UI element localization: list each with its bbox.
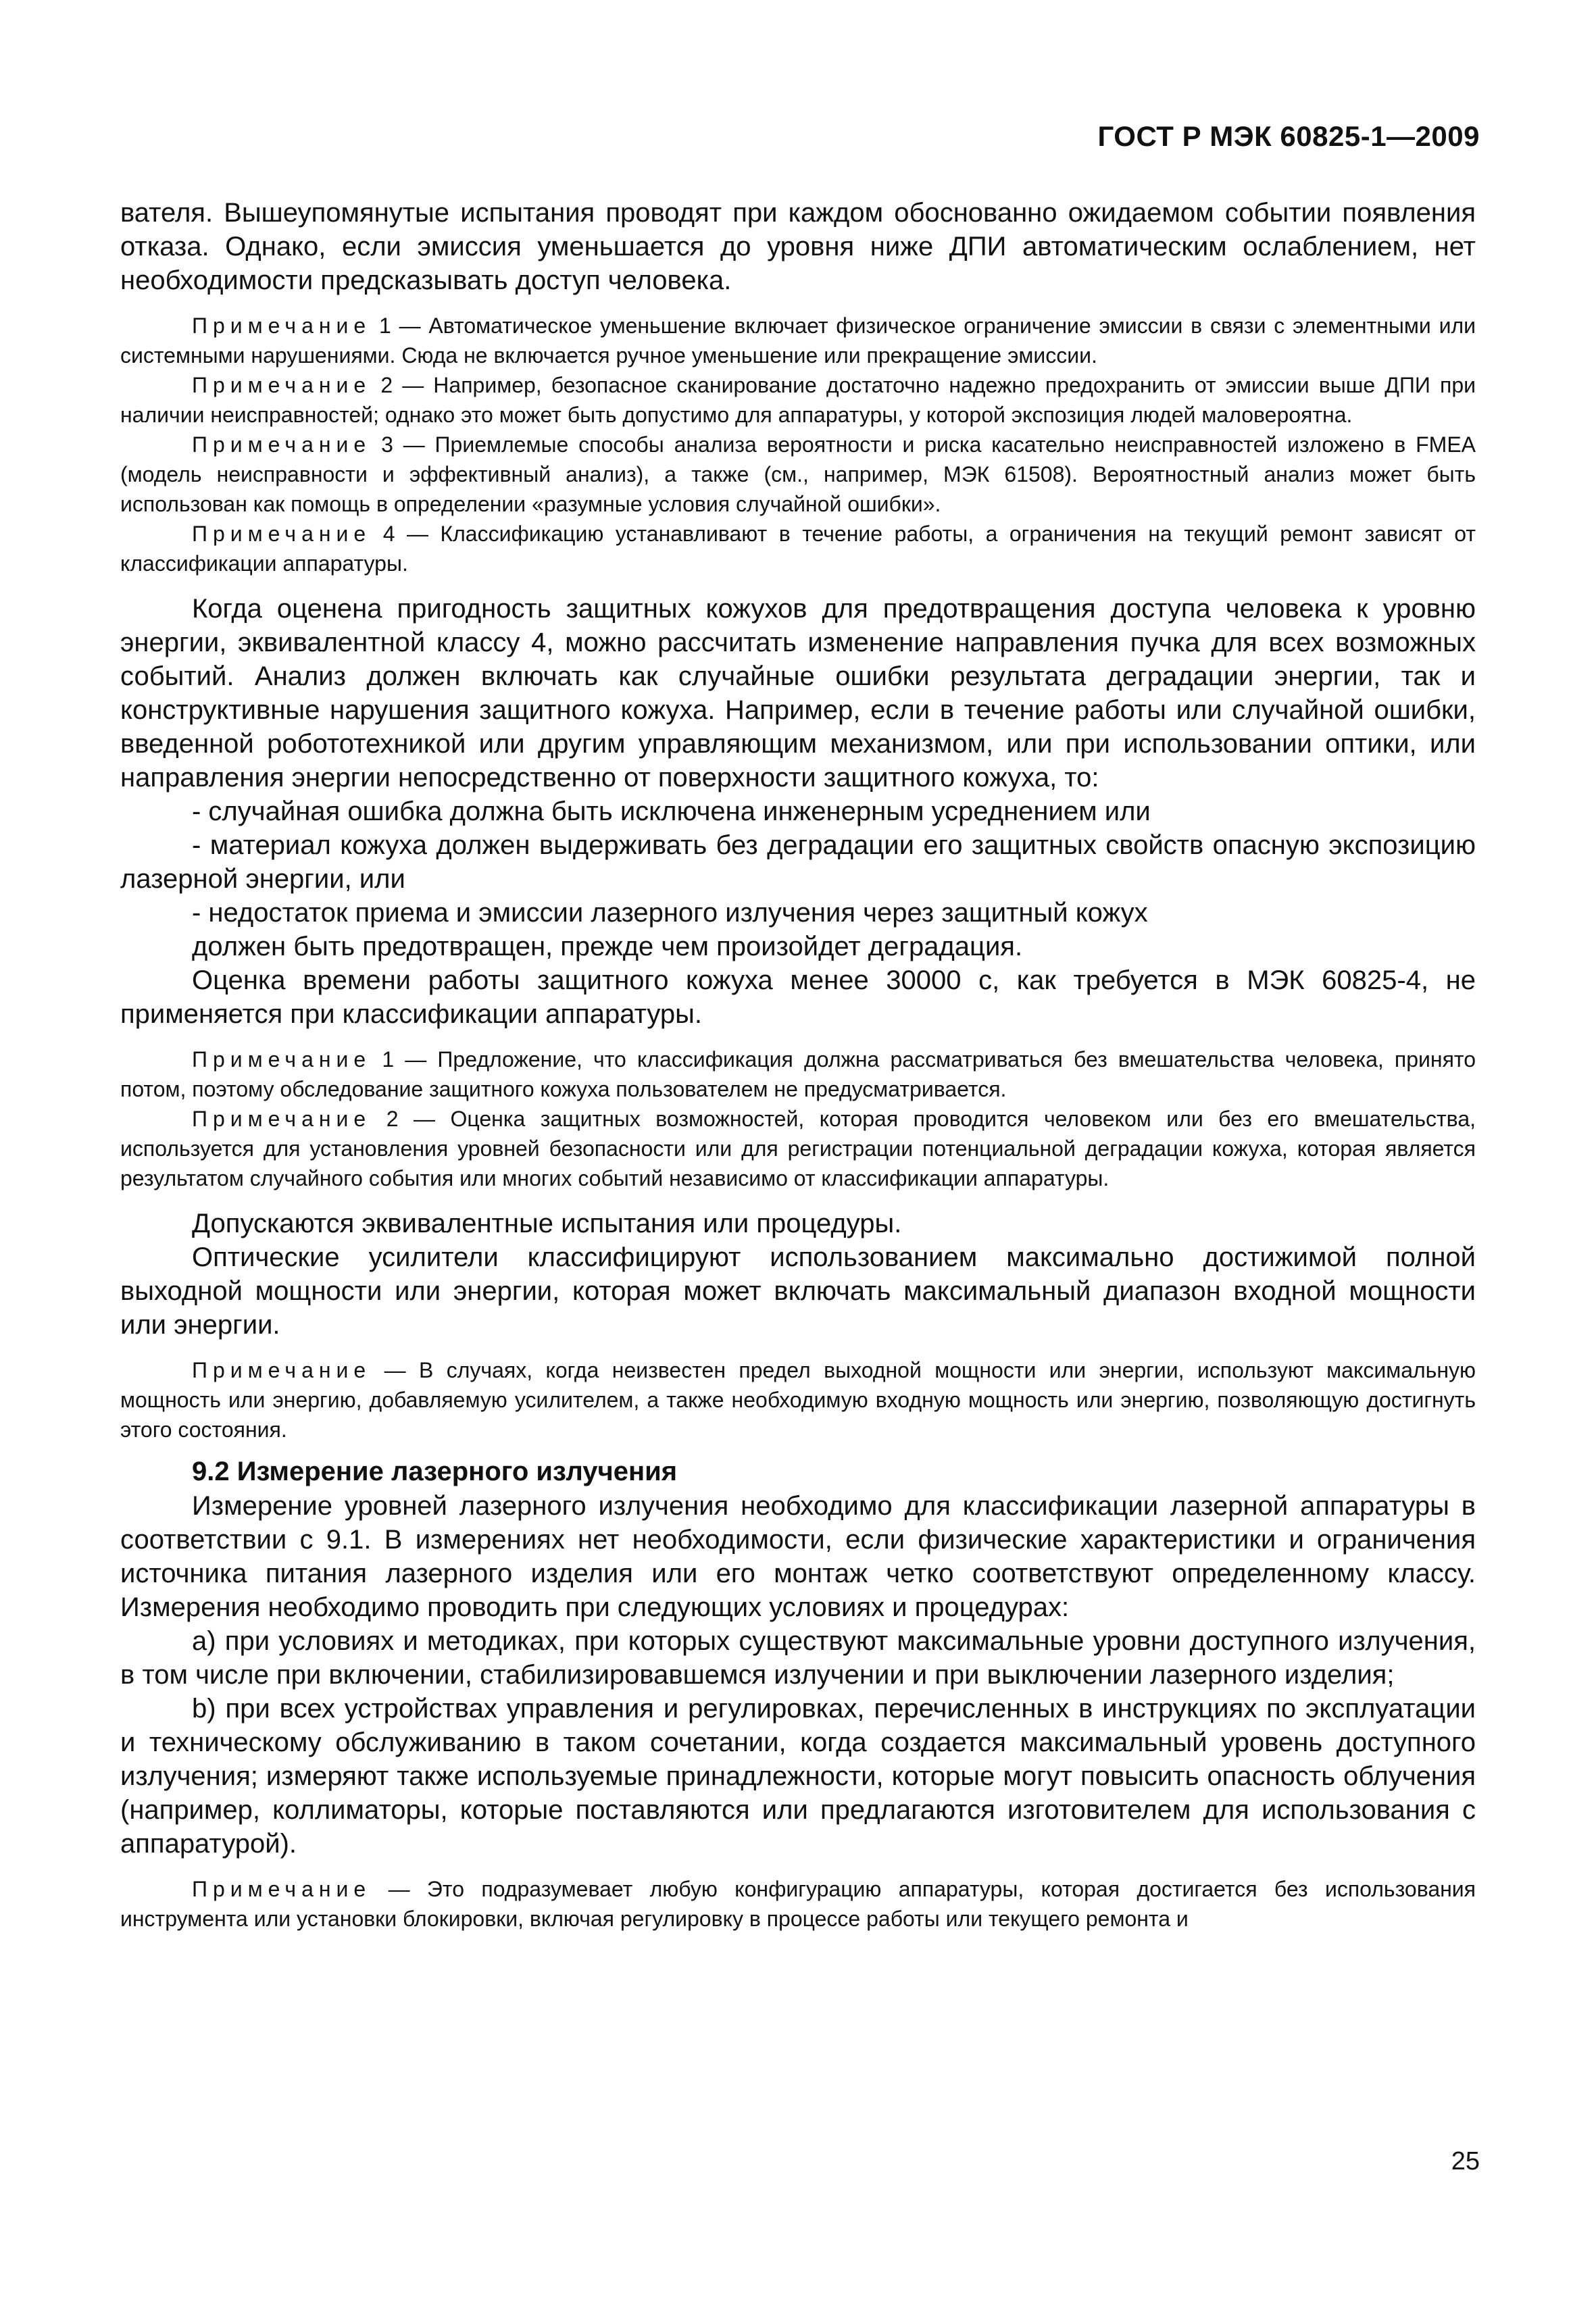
note-label: Примечание bbox=[192, 1047, 372, 1072]
note-label: Примечание bbox=[192, 522, 372, 546]
note-4 bbox=[120, 519, 1476, 578]
note-label: Примечание bbox=[192, 313, 372, 338]
section-heading: 9.2 Измерение лазерного излучения bbox=[192, 1457, 678, 1486]
note-text: 2 — Например, безопасное сканирование достаточно надежно предохранить от эмиссии выше ДПИ при наличии неисправностей; однако это может быть допустимо для аппаратуры, у которой экспозиция людей маловероятна. bbox=[120, 373, 1476, 427]
note-label: Примечание bbox=[192, 373, 372, 397]
note-text: 4 — Классификацию устанавливают в течение работы, а ограничения на текущий ремонт зависят от классификации аппаратуры. bbox=[120, 522, 1476, 576]
note-3 bbox=[120, 430, 1476, 519]
note-text: 1 — Предложение, что классификация должна рассматриваться без вмешательства человека, принято потом, поэтому обследование защитного кожуха пользователем не предусматривается. bbox=[120, 1047, 1476, 1101]
note-label: Примечание bbox=[192, 1877, 372, 1901]
note-2 bbox=[120, 370, 1476, 430]
note-text: 3 — Приемлемые способы анализа вероятности и риска касательно неисправностей изложено в FMEA (модель неисправности и эффективный анализ), а также (см., например, МЭК 61508). Вероятностный анализ может быть использован как помощь в определении «разумные условия случайной ошибки». bbox=[120, 432, 1476, 516]
note-text: — Это подразумевает любую конфигурацию аппаратуры, которая достигается без использования инструмента или установки блокировки, включая регулировку в процессе работы или текущего ремонта и bbox=[120, 1877, 1476, 1931]
paragraph-equivalent-tests: Допускаются эквивалентные испытания или процедуры. bbox=[192, 1209, 902, 1238]
paragraph-time-assessment: Оценка времени работы защитного кожуха менее 30000 с, как требуется в МЭК 60825-4, не применяется при классификации аппаратуры. bbox=[120, 965, 1476, 1029]
note-label: Примечание bbox=[192, 1107, 372, 1131]
note-configuration bbox=[120, 1874, 1476, 1934]
note-label: Примечание bbox=[192, 432, 372, 457]
list-item-dash: - материал кожуха должен выдерживать без деградации его защитных свойств опасную экспозицию лазерной энергии, или bbox=[120, 830, 1476, 894]
document-body bbox=[120, 196, 1476, 1934]
note-text: 1 — Автоматическое уменьшение включает физическое ограничение эмиссии в связи с элементными или системными нарушениями. Сюда не включается ручное уменьшение или прекращение эмиссии. bbox=[120, 313, 1476, 368]
paragraph-optical-amplifiers: Оптические усилители классифицируют использованием максимально достижимой полной выходной мощности или энергии, которая может включать максимальный диапазон входной мощности или энергии. bbox=[120, 1242, 1476, 1340]
list-item-a: a) при условиях и методиках, при которых существуют максимальные уровни доступного излучения, в том числе при включении, стабилизировавшемся излучении и при выключении лазерного изделия; bbox=[120, 1626, 1476, 1690]
note-1 bbox=[120, 311, 1476, 370]
list-item-dash: - случайная ошибка должна быть исключена инженерным усреднением или bbox=[192, 797, 1151, 826]
paragraph-enclosure-assessment: Когда оценена пригодность защитных кожухов для предотвращения доступа человека к уровню энергии, эквивалентной классу 4, можно рассчитать изменение направления пучка для всех возможных событий. Анализ должен включать как случайные ошибки результата деградации энергии, так и конструктивные нарушения защитного кожуха. Например, если в течение работы или случайной ошибки, введенной робототехникой или другим управляющим механизмом, или при использовании оптики, или направления энергии непосредственно от поверхности защитного кожуха, то: bbox=[120, 594, 1476, 793]
page-number: 25 bbox=[1451, 2147, 1480, 2175]
note-text: 2 — Оценка защитных возможностей, которая проводится человеком или без его вмешательства, используется для установления уровней безопасности или для регистрации потенциальной деградации кожуха, которая является результатом случайного события или многих событий независимо от классификации аппаратуры. bbox=[120, 1107, 1476, 1190]
paragraph-measurement: Измерение уровней лазерного излучения необходимо для классификации лазерной аппаратуры в соответствии с 9.1. В измерениях нет необходимости, если физические характеристики и ограничения источника питания лазерного изделия или его монтаж четко соответствуют определенному классу. Измерения необходимо проводить при следующих условиях и процедурах: bbox=[120, 1491, 1476, 1622]
list-item-dash: - недостаток приема и эмиссии лазерного излучения через защитный кожух bbox=[192, 898, 1148, 928]
list-item-b: b) при всех устройствах управления и регулировках, перечисленных в инструкциях по эксплуатации и техническому обслуживанию в таком сочетании, когда создается максимальный уровень доступного излучения; измеряют также используемые принадлежности, которые могут повысить опасность облучения (например, коллиматоры, которые поставляются или предлагаются изготовителем для использования с аппаратурой). bbox=[120, 1694, 1476, 1859]
note-label: Примечание bbox=[192, 1358, 372, 1382]
note-amplifier bbox=[120, 1355, 1476, 1444]
document-code-header: ГОСТ Р МЭК 60825-1—2009 bbox=[1097, 120, 1480, 152]
paragraph-line: должен быть предотвращен, прежде чем произойдет деградация. bbox=[192, 932, 1023, 961]
note-text: — В случаях, когда неизвестен предел выходной мощности или энергии, используют максимальную мощность или энергию, добавляемую усилителем, а также необходимую входную мощность или энергию, позволяющую достигнуть этого состояния. bbox=[120, 1358, 1476, 1442]
note-1 bbox=[120, 1045, 1476, 1104]
note-2 bbox=[120, 1104, 1476, 1193]
paragraph-continuation: вателя. Вышеупомянутые испытания проводят при каждом обоснованно ожидаемом событии появления отказа. Однако, если эмиссия уменьшается до уровня ниже ДПИ автоматическим ослаблением, нет необходимости предсказывать доступ человека. bbox=[120, 198, 1476, 295]
